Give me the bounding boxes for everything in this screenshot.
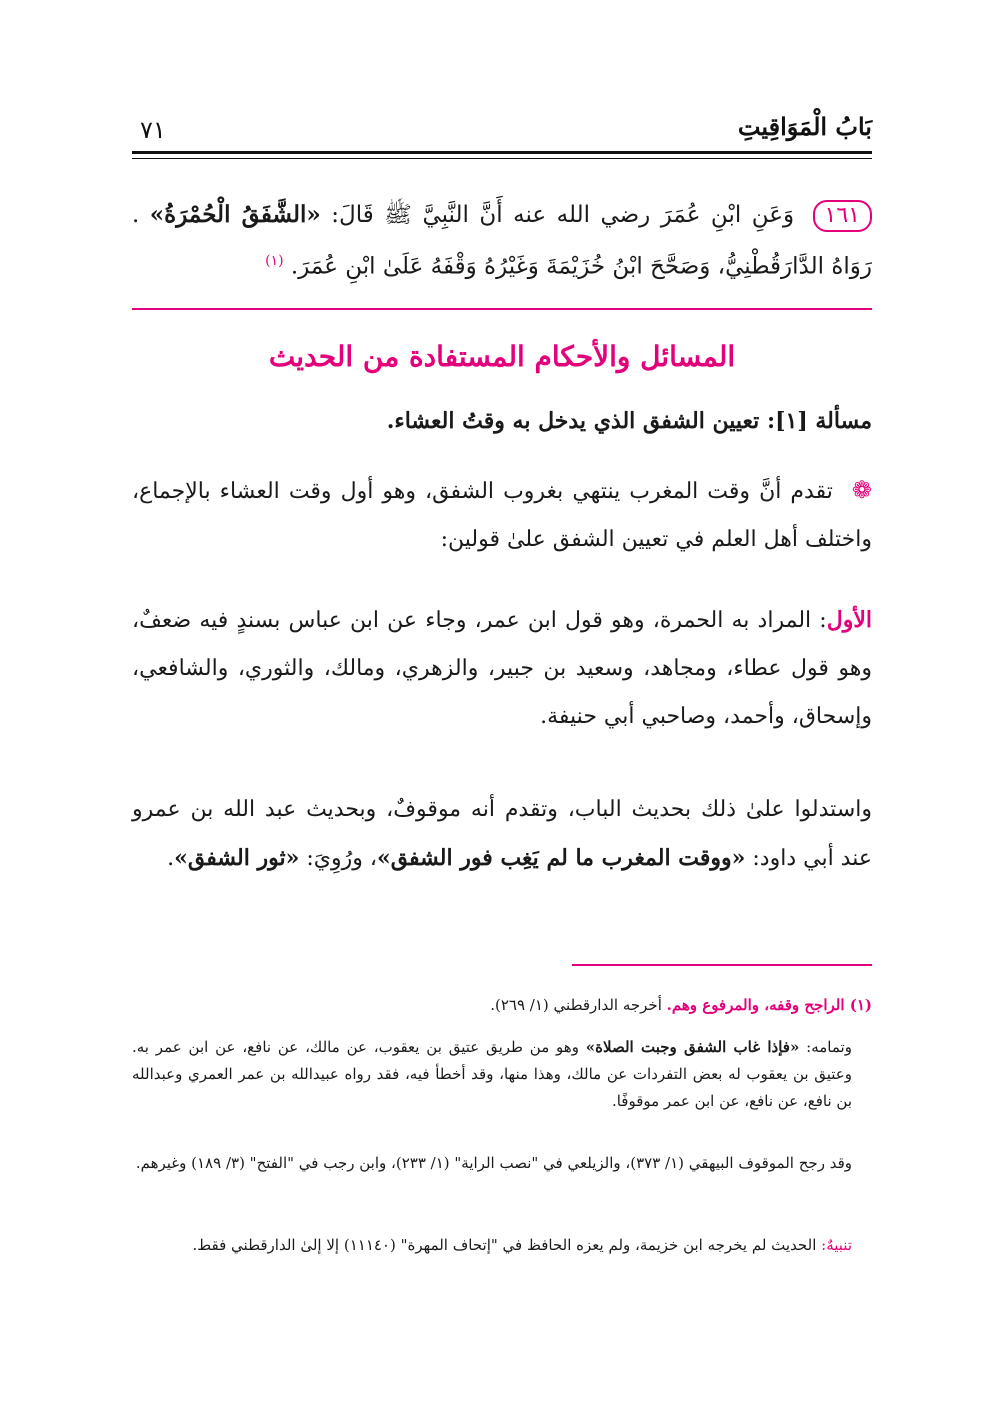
hadith-outro: . رَوَاهُ الدَّارَقُطْنِيُّ، وَصَحَّحَ ابْنُ خُزَيْمَةَ وَغَيْرُهُ وَقْفَهُ عَلَىٰ ابْنِ عُمَرَ. bbox=[132, 202, 872, 280]
footnote-completion-quote: «فإذا غاب الشفق وجبت الصلاة» bbox=[585, 1038, 800, 1056]
paragraph-intro-text: تقدم أنَّ وقت المغرب ينتهي بغروب الشفق، وهو أول وقت العشاء بالإجماع، واختلف أهل العلم في تعيين الشفق علىٰ قولين: bbox=[132, 479, 872, 552]
footnote-note bbox=[132, 1232, 872, 1259]
issue-title: تعيين الشفق الذي يدخل به وقتُ العشاء. bbox=[386, 408, 760, 434]
hadith-text bbox=[132, 192, 872, 290]
evidence-end: . bbox=[167, 846, 175, 871]
chapter-title: بَابُ الْمَوَاقِيتِ bbox=[737, 112, 872, 141]
footnote-sources bbox=[132, 1150, 872, 1177]
first-opinion-text: : المراد به الحمرة، وهو قول ابن عمر، وجاء عن ابن عباس بسندٍ فيه ضعفٌ، وهو قول عطاء، ومجاهد، وسعيد بن جبير، والزهري، ومالك، والثوري، والشافعي، وإسحاق، وأحمد، وصاحبي أبي حنيفة. bbox=[132, 608, 872, 729]
hadith-intro: وَعَنِ ابْنِ عُمَرَ رضي الله عنه أَنَّ النَّبِيَّ ﷺ قَالَ: bbox=[331, 202, 795, 228]
paragraph-intro bbox=[132, 466, 872, 564]
footnote-completion bbox=[132, 1034, 872, 1115]
page-number: ٧١ bbox=[140, 116, 166, 144]
first-opinion-label: الأول bbox=[826, 607, 872, 633]
footnote-sources-text: وقد رجح الموقوف البيهقي (١/ ٣٧٣)، والزيلعي في "نصب الراية" (١/ ٢٣٣)، وابن رجب في "الفتح" (٣/ ١٨٩) وغيرهم. bbox=[135, 1154, 852, 1172]
hadith-divider bbox=[132, 308, 872, 310]
hadith-quote: «الشَّفَقُ الْحُمْرَةُ» bbox=[149, 201, 321, 228]
footnote-ref: (١) bbox=[265, 253, 284, 269]
hadith-number-badge: ١٦١ bbox=[813, 200, 872, 232]
evidence-quote-2: «ثور الشفق» bbox=[174, 845, 300, 871]
evidence-mid: ، ورُوِيَ: bbox=[306, 846, 377, 871]
issue-heading bbox=[132, 408, 872, 434]
evidence-start: واستدلوا علىٰ ذلك بحديث الباب، وتقدم أنه موقوفٌ، وبحديث عبد الله بن عمرو عند أبي داود: bbox=[132, 797, 872, 871]
footnote-1-label: (١) الراجح وقفه، والمرفوع وهم. bbox=[666, 996, 872, 1014]
footnote-divider bbox=[572, 964, 872, 966]
footnote-1-text: أخرجه الدارقطني (١/ ٢٦٩). bbox=[490, 996, 662, 1014]
footnote-completion-start: وتمامه: bbox=[806, 1038, 852, 1056]
footnote-1 bbox=[132, 992, 872, 1019]
flower-icon: ❁ bbox=[851, 476, 872, 504]
header-rule-thick bbox=[132, 151, 872, 154]
paragraph-evidence bbox=[132, 786, 872, 883]
header-rule-thin bbox=[132, 158, 872, 159]
footnote-completion-text: وهو من طريق عتيق بن يعقوب، عن مالك، عن نافع، عن ابن عمر به. وعتيق بن يعقوب له بعض التفردات عن مالك، وهذا منها، وقد أخطأ فيه، فقد رواه عبيدالله بن عمر العمري وعبدالله بن نافع، عن نافع، عن ابن عمر موقوفًا. bbox=[132, 1038, 852, 1110]
evidence-quote-1: «ووقت المغرب ما لم يَغِب فور الشفق» bbox=[376, 845, 746, 871]
section-title: المسائل والأحكام المستفادة من الحديث bbox=[268, 340, 736, 373]
footnote-note-text: الحديث لم يخرجه ابن خزيمة، ولم يعزه الحافظ في "إتحاف المهرة" (١١١٤٠) إلا إلىٰ الدارقطني فقط. bbox=[192, 1236, 817, 1254]
issue-label: مسألة [١]: bbox=[766, 408, 872, 434]
paragraph-first-opinion bbox=[132, 596, 872, 741]
footnote-note-label: تنبيهٌ: bbox=[821, 1236, 852, 1254]
